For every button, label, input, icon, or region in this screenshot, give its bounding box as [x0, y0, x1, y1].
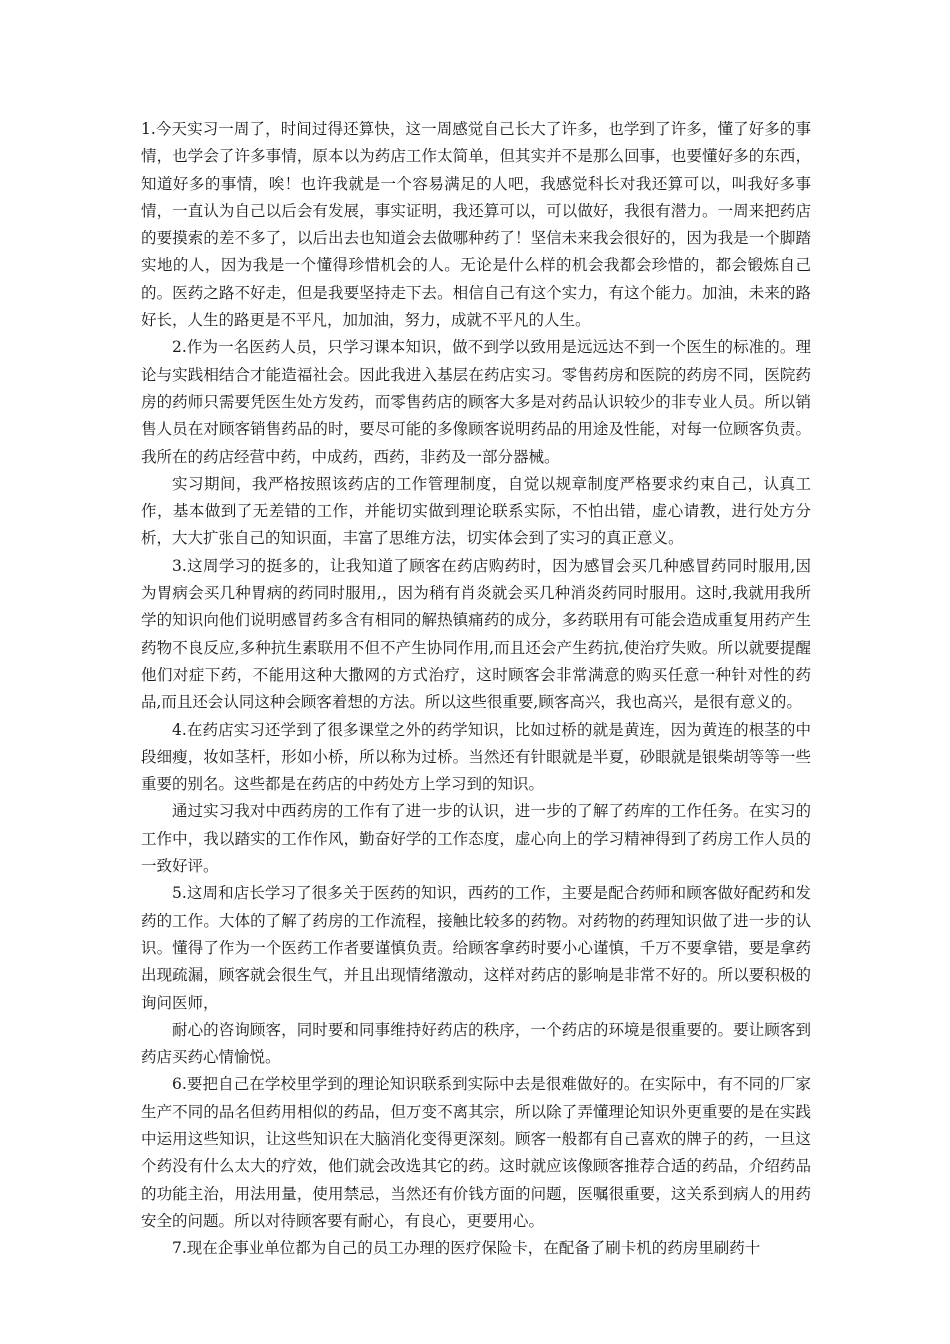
paragraph-9: 6.要把自己在学校里学到的理论知识联系到实际中去是很难做好的。在实际中，有不同的厂家生产不同的品名但药用相似的药品，但万变不离其宗，所以除了弄懂理论知识外更重要的是在实践中运用这些知识，让这些知识在大脑消化变得更深刻。顾客一般都有自己喜欢的牌子的药，一旦这个药没有什么太大的疗效，他们就会改选其它的药。这时就应该像顾客推荐合适的药品，介绍药品的功能主治，用法用量，使用禁忌，当然还有价钱方面的问题，医嘱很重要，这关系到病人的用药安全的问题。所以对待顾客要有耐心，有良心，更要用心。 [141, 1075, 811, 1230]
paragraph-3: 实习期间，我严格按照该药店的工作管理制度，自觉以规章制度严格要求约束自己，认真工作，基本做到了无差错的工作，并能切实做到理论联系实际，不怕出错，虚心请教，进行处方分析，大大扩张自己的知识面，丰富了思维方法，切实体会到了实习的真正意义。 [141, 474, 811, 548]
paragraph-1: 1.今天实习一周了，时间过得还算快，这一周感觉自己长大了许多，也学到了许多，懂了好多的事情，也学会了许多事情，原本以为药店工作太简单，但其实并不是那么回事，也要懂好多的东西，知道好多的事情，唉！也许我就是一个容易满足的人吧，我感觉科长对我还算可以，叫我好多事情，一直认为自己以后会有发展，事实证明，我还算可以，可以做好，我很有潜力。一周来把药店的要摸索的差不多了，以后出去也知道会去做哪种药了！坚信未来我会很好的，因为我是一个脚踏实地的人，因为我是一个懂得珍惜机会的人。无论是什么样的机会我都会珍惜的，都会锻炼自己的。医药之路不好走，但是我要坚持走下去。相信自己有这个实力，有这个能力。加油，未来的路好长，人生的路更是不平凡，加加油，努力，成就不平凡的人生。 [141, 120, 811, 330]
document-body [141, 116, 811, 1262]
paragraph-8: 耐心的咨询顾客，同时要和同事维持好药店的秩序，一个药店的环境是很重要的。要让顾客到药店买药心情愉悦。 [141, 1020, 811, 1067]
paragraph-5: 4.在药店实习还学到了很多课堂之外的药学知识，比如过桥的就是黄连，因为黄连的根茎的中段细瘦，妆如茎杆，形如小桥，所以称为过桥。当然还有针眼就是半夏，砂眼就是银柴胡等等一些重要的别名。这些都是在药店的中药处方上学习到的知识。 [141, 720, 811, 794]
paragraph-4: 3.这周学习的挺多的，让我知道了顾客在药店购药时，因为感冒会买几种感冒药同时服用,因为胃病会买几种胃病的药同时服用,，因为稍有肖炎就会买几种消炎药同时服用。这时,我就用我所学的知识向他们说明感冒药多含有相同的解热镇痛药的成分，多药联用有可能会造成重复用药产生药物不良反应,多种抗生素联用不但不产生协同作用,而且还会产生药抗,使治疗失败。所以就要提醒他们对症下药，不能用这种大撒网的方式治疗，这时顾客会非常满意的购买任意一种针对性的药品,而且还会认同这种会顾客着想的方法。所以这些很重要,顾客高兴，我也高兴，是很有意义的。 [141, 556, 811, 712]
paragraph-7: 5.这周和店长学习了很多关于医药的知识，西药的工作，主要是配合药师和顾客做好配药和发药的工作。大体的了解了药房的工作流程，接触比较多的药物。对药物的药理知识做了进一步的认识。懂得了作为一个医药工作者要谨慎负责。给顾客拿药时要小心谨慎，千万不要拿错，要是拿药出现疏漏，顾客就会很生气，并且出现情绪激动，这样对药店的影响是非常不好的。所以要积极的询问医师， [141, 884, 811, 1012]
paragraph-2: 2.作为一名医药人员，只学习课本知识，做不到学以致用是远远达不到一个医生的标准的。理论与实践相结合才能造福社会。因此我进入基层在药店实习。零售药房和医院的药房不同，医院药房的药师只需要凭医生处方发药，而零售药店的顾客大多是对药品认识较少的非专业人员。所以销售人员在对顾客销售药品的时，要尽可能的多像顾客说明药品的用途及性能，对每一位顾客负责。我所在的药店经营中药，中成药，西药，非药及一部分器械。 [141, 338, 811, 466]
paragraph-10: 7.现在企事业单位都为自己的员工办理的医疗保险卡，在配备了刷卡机的药房里刷药十 [172, 1239, 761, 1258]
paragraph-6: 通过实习我对中西药房的工作有了进一步的认识，进一步的了解了药库的工作任务。在实习的工作中，我以踏实的工作作风，勤奋好学的工作态度，虚心向上的学习精神得到了药房工作人员的一致好评。 [141, 802, 811, 876]
